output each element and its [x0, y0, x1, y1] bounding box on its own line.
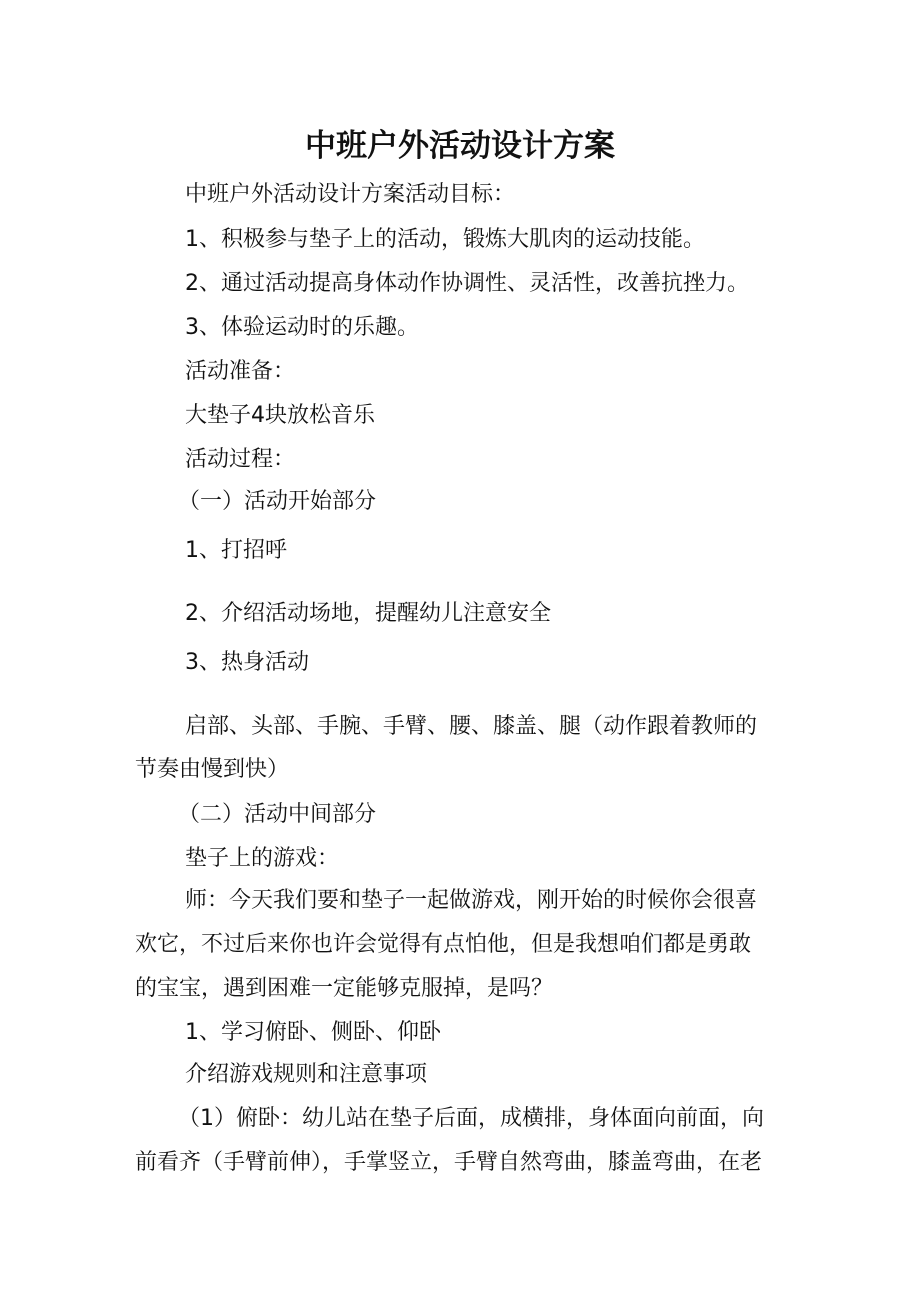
goal-item-2: 2、通过活动提高身体动作协调性、灵活性，改善抗挫力。 — [185, 271, 749, 296]
prone-text-line-1: （1）俯卧：幼儿站在垫子后面，成横排，身体面向前面，向 — [178, 1106, 764, 1131]
teacher-speech-line-2: 欢它，不过后来你也许会觉得有点怕他，但是我想咱们都是勇敢 — [135, 932, 752, 957]
step-item-3: 3、热身活动 — [185, 650, 309, 675]
page-title: 中班户外活动设计方案 — [305, 128, 615, 164]
goal-item-3: 3、体验运动时的乐趣。 — [185, 315, 419, 340]
warmup-text-line-2: 节奏由慢到快） — [135, 757, 290, 782]
process-heading: 活动过程： — [185, 447, 296, 472]
step-item-1: 1、打招呼 — [185, 538, 287, 563]
step-item-2: 2、介绍活动场地，提醒幼儿注意安全 — [185, 601, 551, 626]
section-heading-1: （一）活动开始部分 — [178, 489, 377, 514]
game-heading: 垫子上的游戏： — [185, 846, 340, 871]
learn-item-1: 1、学习俯卧、侧卧、仰卧 — [185, 1020, 441, 1045]
preparation-heading: 活动准备： — [185, 359, 296, 384]
prone-text-line-2: 前看齐（手臂前伸），手掌竖立，手臂自然弯曲，膝盖弯曲，在老 — [135, 1150, 763, 1175]
preparation-text: 大垫子4块放松音乐 — [185, 403, 375, 428]
teacher-speech-line-3: 的宝宝，遇到困难一定能够克服掉，是吗？ — [135, 976, 554, 1001]
goals-heading: 中班户外活动设计方案活动目标： — [185, 182, 516, 207]
rules-heading: 介绍游戏规则和注意事项 — [185, 1062, 428, 1087]
teacher-speech-line-1: 师：今天我们要和垫子一起做游戏，刚开始的时候你会很喜 — [185, 888, 758, 913]
section-heading-2: （二）活动中间部分 — [178, 802, 377, 827]
goal-item-1: 1、积极参与垫子上的活动，锻炼大肌肉的运动技能。 — [185, 227, 705, 252]
warmup-text-line-1: 启部、头部、手腕、手臂、腰、膝盖、腿（动作跟着教师的 — [185, 714, 758, 739]
